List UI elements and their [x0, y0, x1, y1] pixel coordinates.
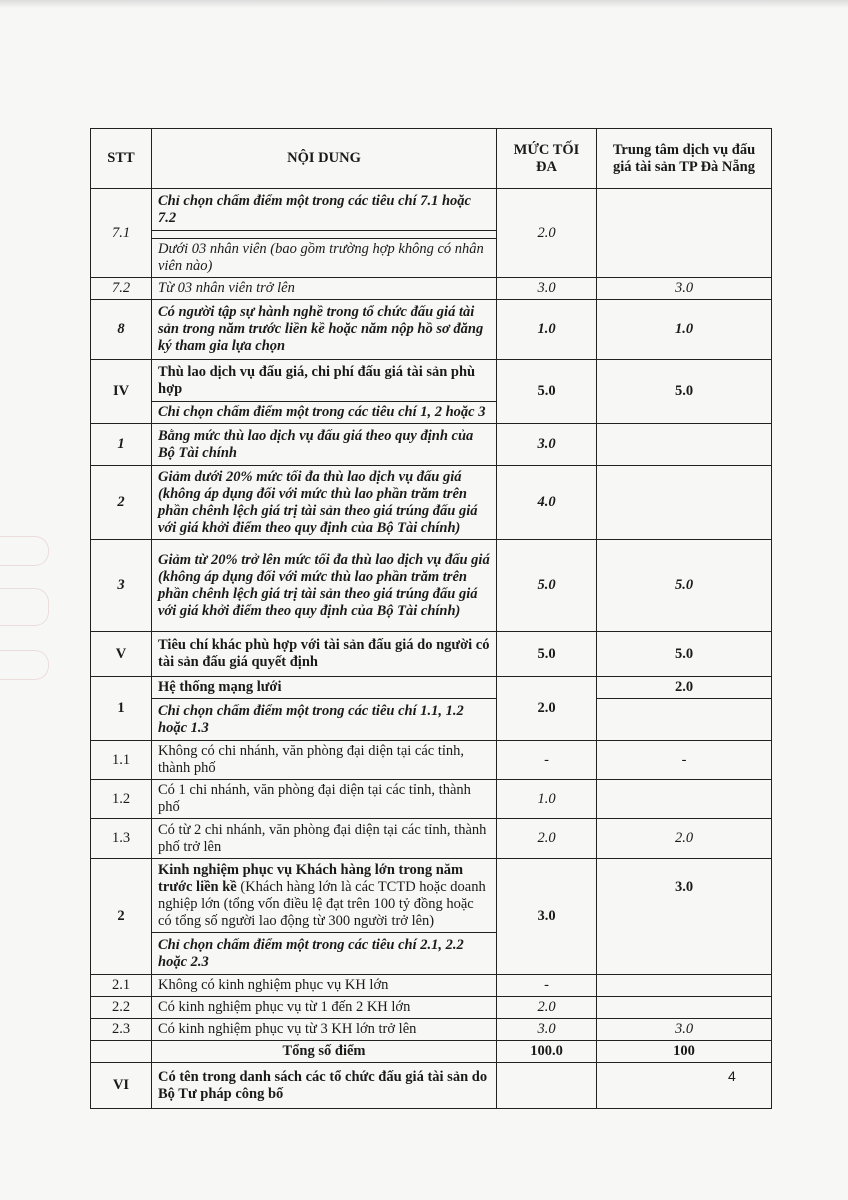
cell-content: Hệ thống mạng lưới: [152, 677, 497, 699]
bleed-through-stamp: [0, 536, 49, 566]
cell-center-empty: [597, 699, 772, 741]
cell-content: [152, 859, 497, 933]
cell-content: Từ 03 nhân viên trở lên: [152, 278, 497, 300]
cell-total-max: 100.0: [497, 1041, 597, 1063]
table-row: [91, 424, 772, 466]
table-row: [91, 632, 772, 677]
cell-total-center: 100: [597, 1041, 772, 1063]
cell-content: Giảm dưới 20% mức tối đa thù lao dịch vụ đấu giá (không áp dụng đối với mức thù lao phần trăm trên phần chênh lệch giá trị tài sản theo giá trúng đấu giá với giá khởi điểm theo quy định của Bộ Tài chính): [152, 466, 497, 540]
cell-content: Có kinh nghiệm phục vụ từ 3 KH lớn trở lên: [152, 1019, 497, 1041]
cell-stt: 1: [91, 677, 152, 741]
cell-center: 2.0: [597, 819, 772, 859]
table-row: [91, 677, 772, 699]
cell-center: [597, 189, 772, 278]
table-row: [91, 540, 772, 632]
cell-center: -: [597, 741, 772, 780]
page-number: 4: [728, 1068, 736, 1084]
cell-center: [597, 424, 772, 466]
cell-stt: 2: [91, 859, 152, 975]
cell-content-instruction: Chỉ chọn chấm điểm một trong các tiêu chí 1.1, 1.2 hoặc 1.3: [152, 699, 497, 741]
cell-center: 2.0: [597, 677, 772, 699]
table-row: [91, 741, 772, 780]
cell-stt: 2.3: [91, 1019, 152, 1041]
scoring-table: [90, 128, 772, 1109]
bleed-through-stamp: [0, 588, 49, 626]
cell-content: Giảm từ 20% trở lên mức tối đa thù lao dịch vụ đấu giá (không áp dụng đối với mức thù lao phần trăm trên phần chênh lệch giá trị tài sản theo giá trúng đấu giá với giá khởi điểm theo quy định của Bộ Tài chính): [152, 540, 497, 632]
cell-max: [497, 1063, 597, 1109]
cell-center: [597, 780, 772, 819]
cell-max: 5.0: [497, 632, 597, 677]
table-row: [91, 859, 772, 933]
cell-content-instruction: Chỉ chọn chấm điểm một trong các tiêu chí 1, 2 hoặc 3: [152, 402, 497, 424]
cell-stt: 1.1: [91, 741, 152, 780]
cell-stt: VI: [91, 1063, 152, 1109]
cell-content-instruction: Chỉ chọn chấm điểm một trong các tiêu chí 2.1, 2.2 hoặc 2.3: [152, 933, 497, 975]
table-row: [91, 819, 772, 859]
cell-content: Có người tập sự hành nghề trong tổ chức đấu giá tài sản trong năm trước liền kề hoặc năm nộp hồ sơ đăng ký tham gia lựa chọn: [152, 300, 497, 360]
cell-content: Không có kinh nghiệm phục vụ KH lớn: [152, 975, 497, 997]
cell-max: 1.0: [497, 780, 597, 819]
cell-stt: V: [91, 632, 152, 677]
cell-stt: 8: [91, 300, 152, 360]
cell-center: 3.0: [597, 859, 772, 975]
cell-max: 3.0: [497, 278, 597, 300]
cell-stt: 2.1: [91, 975, 152, 997]
cell-stt: 7.2: [91, 278, 152, 300]
cell-max: 2.0: [497, 677, 597, 741]
cell-content: Tiêu chí khác phù hợp với tài sản đấu giá do người có tài sản đấu giá quyết định: [152, 632, 497, 677]
cell-content: Không có chi nhánh, văn phòng đại diện tại các tỉnh, thành phố: [152, 741, 497, 780]
cell-stt: 1.2: [91, 780, 152, 819]
cell-stt-7.1: 7.1: [91, 189, 152, 278]
cell-content: Dưới 03 nhân viên (bao gồm trường hợp không có nhân viên nào): [152, 239, 497, 278]
cell-content: Có tên trong danh sách các tổ chức đấu giá tài sản do Bộ Tư pháp công bố: [152, 1063, 497, 1109]
cell-center: 3.0: [597, 1019, 772, 1041]
cell-stt: 1: [91, 424, 152, 466]
table-row: [91, 997, 772, 1019]
cell-content-bold: Kinh nghiệm phục vụ Khách hàng lớn trong năm trước liền kề: [158, 861, 464, 895]
cell-max: 5.0: [497, 360, 597, 424]
cell-stt: 2: [91, 466, 152, 540]
header-content: NỘI DUNG: [152, 129, 497, 189]
table-header-row: [91, 129, 772, 189]
bleed-through-stamp: [0, 650, 49, 680]
cell-stt: 1.3: [91, 819, 152, 859]
header-center-score: Trung tâm dịch vụ đấu giá tài sản TP Đà Nẵng: [597, 129, 772, 189]
table-row: [91, 189, 772, 231]
cell-content-rest: (Khách hàng lớn là các TCTD hoặc doanh nghiệp lớn (tổng vốn điều lệ đạt trên 100 tỷ đồng hoặc có tổng số người lao động từ 300 người trở lên): [158, 878, 486, 929]
cell-center: [597, 466, 772, 540]
cell-max: 3.0: [497, 859, 597, 975]
cell-stt: 3: [91, 540, 152, 632]
cell-max: 4.0: [497, 466, 597, 540]
cell-max: 2.0: [497, 189, 597, 278]
table-row: [91, 975, 772, 997]
table-row: [91, 300, 772, 360]
cell-stt-empty: [91, 1041, 152, 1063]
table-row: [91, 780, 772, 819]
table-row: [91, 466, 772, 540]
cell-max: 3.0: [497, 424, 597, 466]
cell-max: -: [497, 975, 597, 997]
cell-content: Thù lao dịch vụ đấu giá, chi phí đấu giá tài sản phù hợp: [152, 360, 497, 402]
header-stt: STT: [91, 129, 152, 189]
cell-stt: 2.2: [91, 997, 152, 1019]
cell-max: 5.0: [497, 540, 597, 632]
cell-max: 2.0: [497, 819, 597, 859]
cell-center: [597, 1063, 772, 1109]
page-top-edge: [0, 0, 848, 8]
header-max-score: MỨC TỐI ĐA: [497, 129, 597, 189]
table-row: [91, 278, 772, 300]
cell-center: 5.0: [597, 632, 772, 677]
cell-max: 1.0: [497, 300, 597, 360]
cell-max: -: [497, 741, 597, 780]
table-row: [91, 1019, 772, 1041]
cell-center: 5.0: [597, 540, 772, 632]
cell-content: Bằng mức thù lao dịch vụ đấu giá theo quy định của Bộ Tài chính: [152, 424, 497, 466]
cell-stt: IV: [91, 360, 152, 424]
cell-center: 5.0: [597, 360, 772, 424]
cell-max: 2.0: [497, 997, 597, 1019]
cell-center: 1.0: [597, 300, 772, 360]
cell-center: 3.0: [597, 278, 772, 300]
table-row: [91, 1063, 772, 1109]
cell-center: [597, 975, 772, 997]
cell-max: 3.0: [497, 1019, 597, 1041]
total-row: [91, 1041, 772, 1063]
cell-content: Có từ 2 chi nhánh, văn phòng đại diện tại các tỉnh, thành phố trở lên: [152, 819, 497, 859]
cell-content: Có 1 chi nhánh, văn phòng đại diện tại các tỉnh, thành phố: [152, 780, 497, 819]
table-row: [91, 360, 772, 402]
cell-total-label: Tổng số điểm: [152, 1041, 497, 1063]
cell-center: [597, 997, 772, 1019]
table-row: [91, 699, 772, 741]
cell-content: Có kinh nghiệm phục vụ từ 1 đến 2 KH lớn: [152, 997, 497, 1019]
cell-content-instruction: Chỉ chọn chấm điểm một trong các tiêu chí 7.1 hoặc 7.2: [152, 189, 497, 231]
